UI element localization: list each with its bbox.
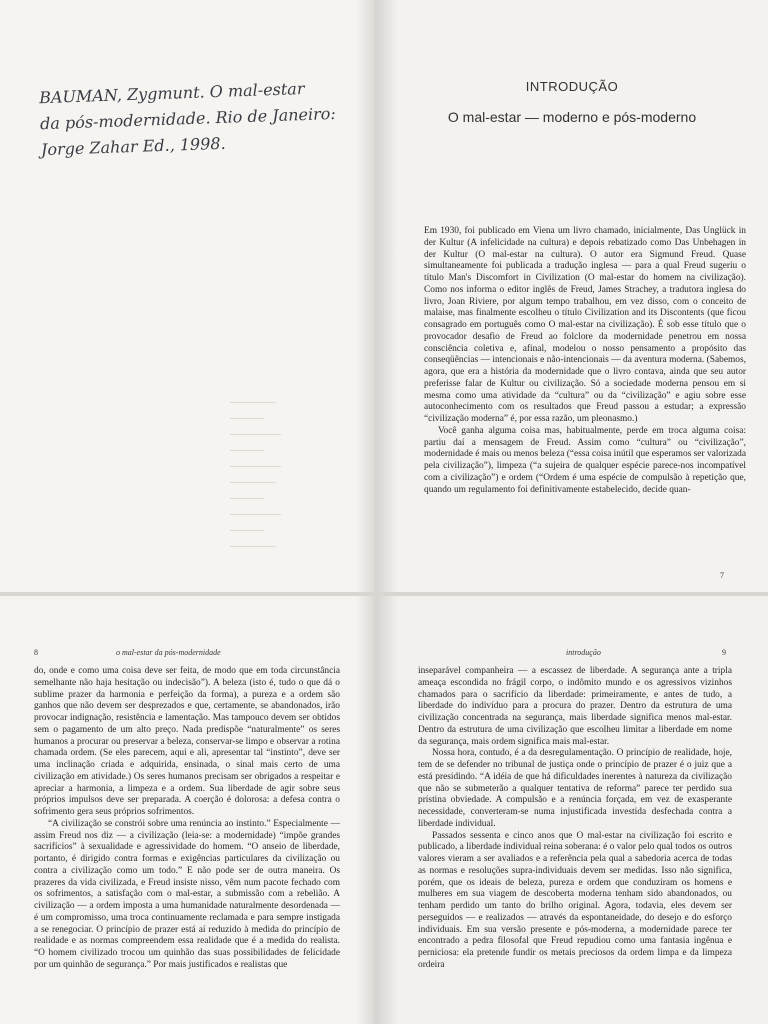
- paragraph: Passados sessenta e cinco anos que O mal-estar na civilização foi escrito e publicado, a liberdade individual reina soberana: é o valor pelo qual todos os outros valores vieram a ser avaliados e a referência pela qual a sabedoria acerca de todas as normas e resoluções supra-individuais devem ser medidas. Isso não significa, porém, que os ideais de beleza, pureza e ordem que conduziram os homens e mulheres em sua viagem de descoberta moderna tenham sido abandonados, ou tenham perdido um tanto do brilho original. Agora, todavia, eles devem ser perseguidos — e realizados — através da espontaneidade, do desejo e do esforço individuais. Em sua versão presente e pós-moderna, a modernidade parece ter encontrado a pedra filosofal que Freud repudiou como uma fantasia ingênua e perniciosa: ela pretende fundir os metais preciosos da ordem limpa e da limpeza ordeira: [418, 830, 732, 970]
- page-8-body: [34, 666, 340, 972]
- handwritten-line: BAUMAN, Zygmunt. O mal-estar: [38, 78, 305, 108]
- gutter-shadow: [376, 596, 398, 1024]
- chapter-title: O mal-estar — moderno e pós-moderno: [447, 109, 697, 125]
- page-number: 7: [720, 571, 724, 580]
- paragraph: Em 1930, foi publicado em Viena um livro chamado, inicialmente, Das Unglück in der Kultur (A infelicidade na cultura) e depois rebatizado como Das Unbehagen in der Kultur (O mal-estar na cultura). O autor era Sigmund Freud. Quase simultaneamente foi publicada a tradução inglesa — para a qual Freud sugeriu o título Man's Discomfort in Civilization (O mal-estar do homem na civilização). Como nos informa o editor inglês de Freud, James Strachey, a tradutora inglesa do livro, Joan Riviere, por algum tempo trabalhou, em vez disso, com o conceito de malaise, mas finalmente escolheu o título Civilization and its Discontents (que ficou consagrado em português como O mal-estar na civilização). É sob esse título que o provocador desafio de Freud ao folclore da modernidade penetrou em nossa consciência coletiva e, afinal, modelou o nosso pensamento a propósito das conseqüências — intencionais e não-intencionais — da aventura moderna. (Sabemos, agora, que era a história da modernidade que o livro contava, ainda que seu autor preferisse falar de Kultur ou civilização. Só a sociedade moderna pensou em si mesma como uma atividade da “cultura” ou da “civilização” e agiu sobre esse autoconhecimento com os resultados que Freud passou a estudar; a expressão “civilização moderna” é, por essa razão, um pleonasmo.): [424, 226, 746, 424]
- running-head: introdução: [566, 648, 601, 657]
- paragraph: do, onde e como uma coisa deve ser feita, de modo que em toda circunstância semelhante não haja hesitação ou indecisão”). A beleza (isto é, tudo o que dá o sublime prazer da harmonia e perfeição da forma), a pureza e a ordem são ganhos que não devem ser desprezados e que, certamente, se abandonados, irão provocar indignação, resistência e lamentação. Mas tampouco devem ser obtidos sem o pagamento de um alto preço. Nada predispõe “naturalmente” os seres humanos a procurar ou preservar a beleza, conservar-se limpo e observar a rotina chamada ordem. (Se eles parecem, aqui e ali, apresentar tal “instinto”, deve ser uma inclinação criada e adquirida, ensinada, o sinal mais certo de uma civilização em atividade.) Os seres humanos precisam ser obrigados a respeitar e apreciar a harmonia, a limpeza e a ordem. Sua liberdade de agir sobre seus próprios impulsos deve ser preparada. A coerção é dolorosa: a defesa contra o sofrimento gera seus próprios sofrimentos.: [34, 666, 340, 817]
- running-head: o mal-estar da pós-modernidade: [116, 648, 221, 657]
- bleed-through-text: ──────── ────── ───────── ────── ───────── ──────── ────── ───────── ────── ────────: [230, 398, 282, 551]
- paragraph: inseparável companheira — a escassez de liberdade. A segurança ante a tripla ameaça escondida no frágil corpo, o indômito mundo e os agressivos vizinhos chamados para o sacrifício da liberdade: primeiramente, e antes de tudo, a liberdade do indivíduo para a procura do prazer. Dentro da estrutura de uma civilização concentrada na segurança, mais liberdade significa menos mal-estar. Dentro da estrutura de uma civilização que escolheu limitar a liberdade em nome da segurança, mais ordem significa mais mal-estar.: [418, 666, 732, 747]
- paragraph: Você ganha alguma coisa mas, habitualmente, perde em troca alguma coisa: partiu daí a mensagem de Freud. Assim como “cultura” ou “civilização”, modernidade é mais ou menos beleza (“essa coisa inútil que esperamos ser valorizada pela civilização”), limpeza (“a sujeira de qualquer espécie parece-nos incompatível com a civilização”) e ordem (“Ordem é uma espécie de compulsão à repetição que, quando um regulamento foi definitivamente estabelecido, decide quan-: [424, 425, 746, 495]
- page-9-body: [418, 666, 732, 972]
- paragraph: “A civilização se constrói sobre uma renúncia ao instinto.” Especialmente — assim Freud nos diz — a civilização (leia-se: a modernidade) “impõe grandes sacrifícios” à sexualidade e agressividade do homem. “O anseio de liberdade, portanto, é dirigido contra formas e exigências particulares da civilização ou contra a civilização como um todo.” E não pode ser de outra maneira. Os prazeres da vida civilizada, e Freud insiste nisso, vêm num pacote fechado com os sofrimentos, a satisfação com o mal-estar, a submissão com a rebelião. A civilização — a ordem imposta a uma humanidade naturalmente desordenada — é um compromisso, uma troca continuamente reclamada e para sempre instigada a se renegociar. O princípio de prazer está aí reduzido à medida do princípio de realidade e as normas compreendem essa realidade que é a medida do realista. “O homem civilizado trocou um quinhão das suas possibilidades de felicidade por um quinhão de segurança.” Por mais justificados e realistas que: [34, 818, 340, 970]
- paragraph: Nossa hora, contudo, é a da desregulamentação. O princípio de realidade, hoje, tem de se defender no tribunal de justiça onde o princípio de prazer é o juiz que a está presidindo. “A idéia de que há dificuldades inerentes à natureza da civilização que não se submeterão a qualquer tentativa de reforma” parece ter perdido sua prístina obviedade. A compulsão e a renúncia forçada, em vez de exasperante necessidade, converteram-se numa injustificada investida desfechada contra a liberdade individual.: [418, 748, 732, 829]
- page-7-body: [424, 226, 746, 496]
- chapter-label: INTRODUÇÃO: [525, 79, 619, 94]
- page-number: 9: [722, 648, 726, 657]
- handwritten-line: Jorge Zahar Ed., 1998.: [40, 133, 226, 160]
- page-top-left: [0, 0, 374, 592]
- handwritten-reference: [39, 75, 342, 163]
- gutter-shadow: [356, 596, 374, 1024]
- gutter-shadow: [356, 0, 374, 592]
- handwritten-line: da pós-modernidade. Rio de Janeiro:: [39, 103, 337, 134]
- page-number: 8: [34, 648, 38, 657]
- page-7: [376, 0, 768, 592]
